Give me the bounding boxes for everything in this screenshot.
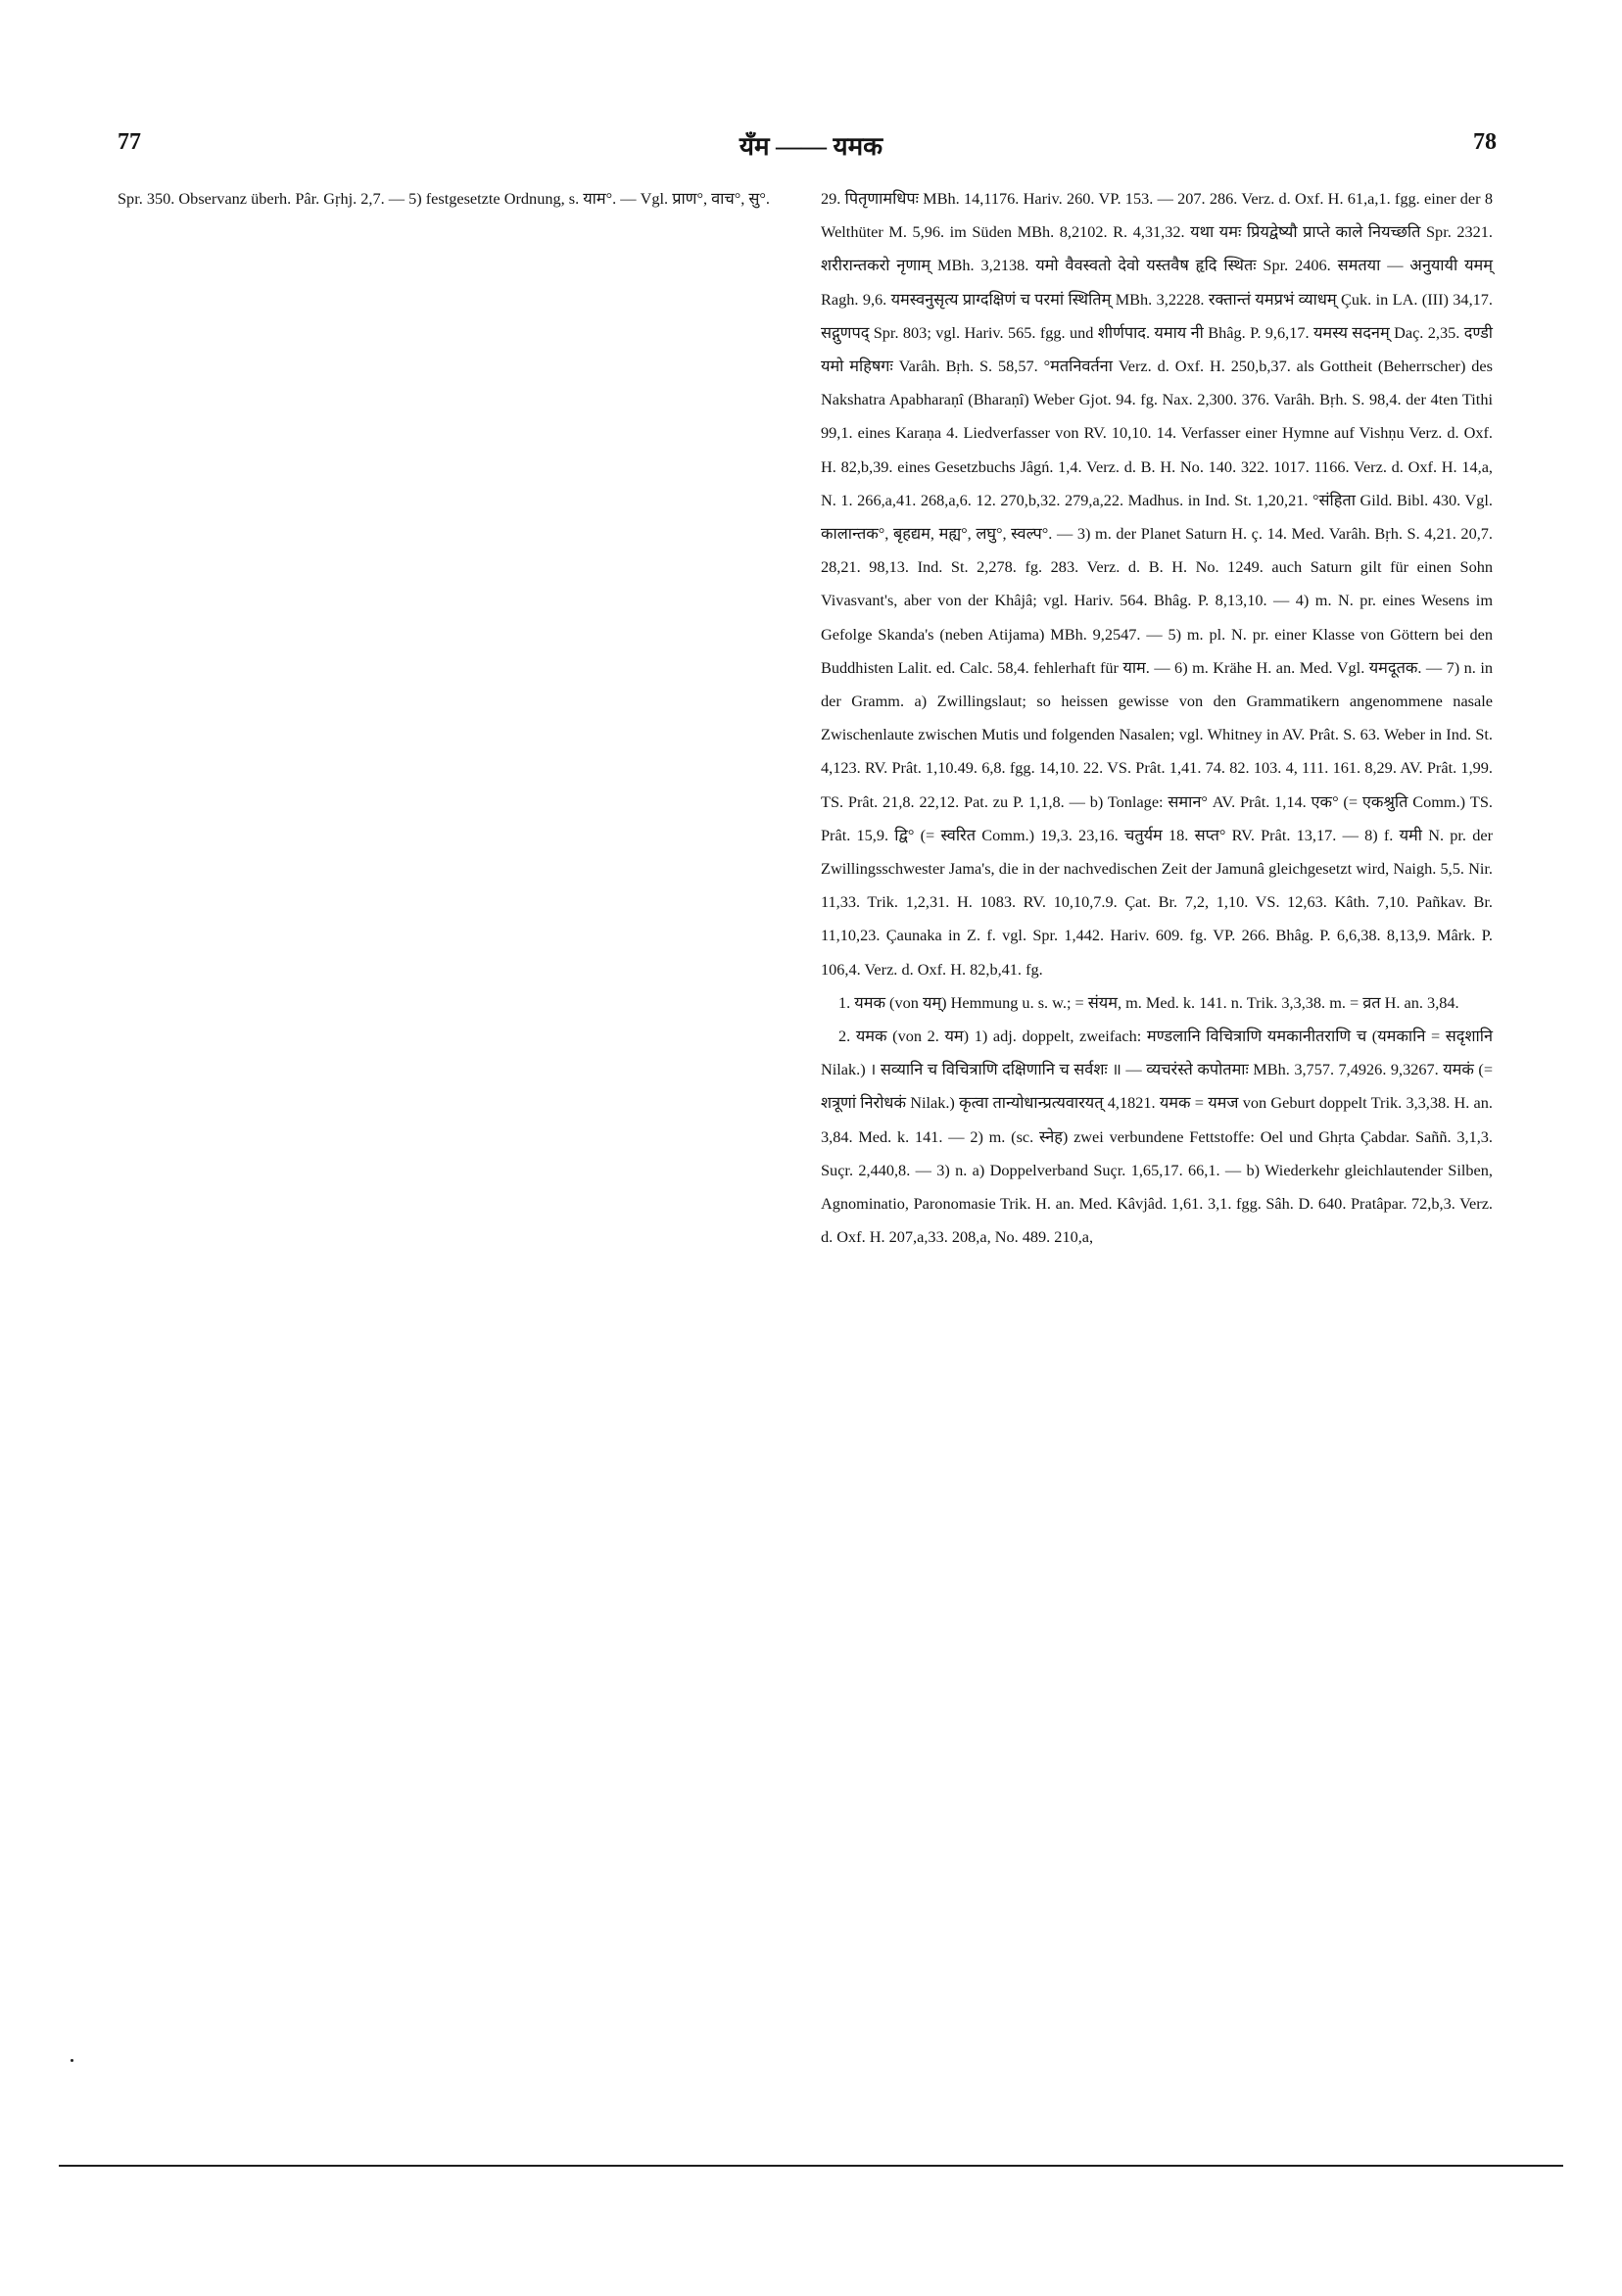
- right-paragraph: 1. यमक (von यम्) Hemmung u. s. w.; = संयम, m. Med. k. 141. n. Trik. 3,3,38. m. = व्रत H. an. 3,84.: [838, 992, 1459, 1012]
- right-paragraph: 2. यमक (von 2. यम) 1) adj. doppelt, zweifach: मण्डलानि विचित्राणि यमकानीतराणि च (यमकानि = सदृशानि Nilak.) । सव्यानि च विचित्राणि दक्षिणानि च सर्वशः ॥ — व्यचरंस्ते कपोतमाः MBh. 3,757. 7,4926. 9,3267. यमकं (= शत्रूणां निरोधकं Nilak.) कृत्वा तान्योधान्प्रत्यवारयत् 4,1821. यमक = यमज von Geburt doppelt Trik. 3,3,38. H. an. 3,84. Med. k. 141. — 2) m. (sc. स्नेह) zwei verbundene Fettstoffe: Oel und Ghṛta Çabdar. Saññ. 3,1,3. Suçr. 2,440,8. — 3) n. a) Doppelverband Suçr. 1,65,17. 66,1. — b) Wiederkehr gleichlautender Silben, Agnominatio, Paronomasie Trik. H. an. Med. Kâvjâd. 1,61. 3,1. fgg. Sâh. D. 640. Pratâpar. 72,b,3. Verz. d. Oxf. H. 207,a,33. 208,a, No. 489. 210,a,: [821, 1027, 1493, 1247]
- running-header: यँम —— यमक: [739, 132, 883, 161]
- right-column: [821, 182, 1493, 1255]
- left-paragraph: Spr. 350. Observanz überh. Pâr. Gṛhj. 2,7. — 5) festgesetzte Ordnung, s. याम°. — Vgl. प्राण°, वाच°, सु°.: [118, 189, 770, 208]
- footer-rule: [59, 2165, 1563, 2167]
- right-paragraph: 29. पितृणामधिपः MBh. 14,1176. Hariv. 260. VP. 153. — 207. 286. Verz. d. Oxf. H. 61,a,1. fgg. einer der 8 Welthüter M. 5,96. im Süden MBh. 8,2102. R. 4,31,32. यथा यमः प्रियद्वेष्यौ प्राप्ते काले नियच्छति Spr. 2321. शरीरान्तकरो नृणाम् MBh. 3,2138. यमो वैवस्वतो देवो यस्तवैष हृदि स्थितः Spr. 2406. समतया — अनुयायी यमम् Ragh. 9,6. यमस्वनुसृत्य प्राग्दक्षिणं च परमां स्थितिम् MBh. 3,2228. रक्तान्तं यमप्रभं व्याधम् Çuk. in LA. (III) 34,17. सद्गुणपद् Spr. 803; vgl. Hariv. 565. fgg. und शीर्णपाद. यमाय नी Bhâg. P. 9,6,17. यमस्य सदनम् Daç. 2,35. दण्डी यमो महिषगः Varâh. Bṛh. S. 58,57. °मतनिवर्तना Verz. d. Oxf. H. 250,b,37. als Gottheit (Beherrscher) des Nakshatra Apabharaṇî (Bharaṇî) Weber Gjot. 94. fg. Nax. 2,300. 376. Varâh. Bṛh. S. 98,4. der 4ten Tithi 99,1. eines Karaṇa 4. Liedverfasser von RV. 10,10. 14. Verfasser einer Hymne auf Vishṇu Verz. d. Oxf. H. 82,b,39. eines Gesetzbuchs Jâgń. 1,4. Verz. d. B. H. No. 140. 322. 1017. 1166. Verz. d. Oxf. H. 14,a, N. 1. 266,a,41. 268,a,6. 12. 270,b,32. 279,a,22. Madhus. in Ind. St. 1,20,21. °संहिता Gild. Bibl. 430. Vgl. कालान्तक°, बृहद्यम, मह्य°, लघु°, स्वल्प°. — 3) m. der Planet Saturn H. ç. 14. Med. Varâh. Bṛh. S. 4,21. 20,7. 28,21. 98,13. Ind. St. 2,278. fg. 283. Verz. d. B. H. No. 1249. auch Saturn gilt für einen Sohn Vivasvant's, aber von der Khâjâ; vgl. Hariv. 564. Bhâg. P. 8,13,10. — 4) m. N. pr. eines Wesens im Gefolge Skanda's (neben Atijama) MBh. 9,2547. — 5) m. pl. N. pr. einer Klasse von Göttern bei den Buddhisten Lalit. ed. Calc. 58,4. fehlerhaft für याम. — 6) m. Krähe H. an. Med. Vgl. यमदूतक. — 7) n. in der Gramm. a) Zwillingslaut; so heissen gewisse von den Grammatikern angenommene nasale Zwischenlaute zwischen Mutis und folgenden Nasalen; vgl. Whitney in AV. Prât. S. 63. Weber in Ind. St. 4,123. RV. Prât. 1,10.49. 6,8. fgg. 14,10. 22. VS. Prât. 1,41. 74. 82. 103. 4, 111. 161. 8,29. AV. Prât. 1,99. TS. Prât. 21,8. 22,12. Pat. zu P. 1,1,8. — b) Tonlage: समान° AV. Prât. 1,14. एक° (= एकश्रुति Comm.) TS. Prât. 15,9. द्वि° (= स्वरित Comm.) 19,3. 23,16. चतुर्यम 18. सप्त° RV. Prât. 13,17. — 8) f. यमी N. pr. der Zwillingsschwester Jama's, die in der nachvedischen Zeit der Jamunâ gleichgesetzt wird, Naigh. 5,5. Nir. 11,33. Trik. 1,2,31. H. 1083. RV. 10,10,7.9. Çat. Br. 7,2, 1,10. VS. 12,63. Kâth. 7,10. Pañkav. Br. 11,10,23. Çaunaka in Z. f. vgl. Spr. 1,442. Hariv. 609. fg. VP. 266. Bhâg. P. 6,6,38. 8,13,9. Mârk. P. 106,4. Verz. d. Oxf. H. 82,b,41. fg.: [821, 189, 1493, 979]
- left-column: [118, 182, 793, 215]
- page-number-left: 77: [118, 129, 141, 155]
- page-number-right: 78: [1473, 129, 1497, 155]
- stray-mark: [71, 2059, 73, 2062]
